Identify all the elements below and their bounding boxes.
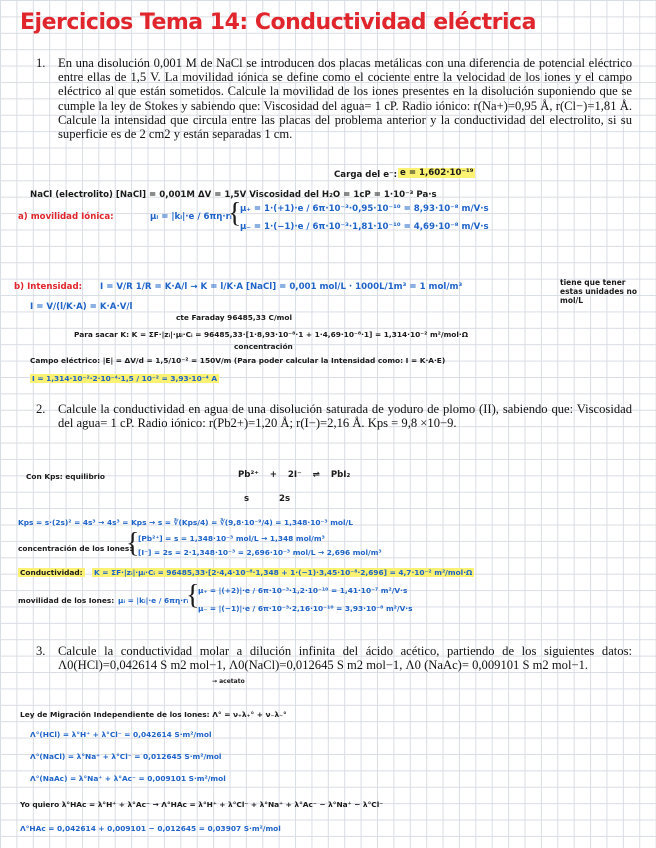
problem-3-number: 3. <box>36 644 46 658</box>
brace-conc: { <box>126 528 140 559</box>
conductivity-label: Conductividad: <box>20 568 83 577</box>
mobility-minus: μ₋ = 1·(−1)·e / 6π·10⁻³·1,81·10⁻¹⁰ = 4,69·10⁻⁸ m/V·s <box>240 222 489 232</box>
mobility-pb: μ₊ = |(+2)|·e / 6π·10⁻³·1,2·10⁻¹⁰ = 1,41·10⁻⁷ m²/V·s <box>198 586 408 595</box>
brace-a: { <box>228 198 242 229</box>
lambda-naac: Λ°(NaAc) = λ°Na⁺ + λ°Ac⁻ = 0,009101 S·m²/mol <box>30 774 226 783</box>
problem-1-text: En una disolución 0,001 M de NaCl se introducen dos placas metálicas con una diferencia de potencial eléctrico entre ellas de 1,5 V. La movilidad iónica se define como el cociente entre la velocidad de los iones y el campo eléctrico al que están sometidos. Calcule la movilidad de los iones presentes en la disolución suponiendo que se cumple la ley de Stokes y sabiendo que: Viscosidad del agua= 1 cP. Radio iónico: r(Na+)=0,95 Å, r(Cl−)=1,81 Å. Calcule la intensidad que circula entre las placas del problema anterior y la conductividad del electrolito, si su superficie es de 2 cm2 y están separadas 1 cm. <box>58 56 632 142</box>
problem-2-number: 2. <box>36 402 46 416</box>
ion-mobility-formula: μᵢ = |kᵢ|·e / 6πη·rᵢ <box>118 596 189 605</box>
faraday-note: cte Faraday 96485,33 C/mol <box>176 313 292 322</box>
mobility-i: μ₋ = |(−1)|·e / 6π·10⁻³·2,16·10⁻¹⁰ = 3,93·10⁻⁸ m²/V·s <box>198 604 413 613</box>
page-title: Ejercicios Tema 14: Conductividad eléctrica <box>20 10 536 35</box>
intensity-line-1: I = V/R 1/R = K·A/l → K = l/K·A [NaCl] = 0,001 mol/L · 1000L/1m³ = 1 mol/m³ <box>100 282 463 292</box>
electron-charge-value: e = 1,602·10⁻¹⁹ <box>400 168 474 178</box>
kps-equation: Kps = s·(2s)² = 4s³ → 4s³ = Kps → s = ∛(Kps/4) = ∛(9,8·10⁻⁹/4) = 1,348·10⁻³ mol/L <box>18 518 353 527</box>
electric-field-line: Campo eléctrico: |E| = ΔV/d = 1,5/10⁻² = 150V/m (Para poder calcular la Intensidad como: I = K·A·E) <box>30 356 446 365</box>
k-formula: Para sacar K: K = ΣF·|zᵢ|·μᵢ·Cᵢ = 96485,33·[1·8,93·10⁻⁸·1 + 1·4,69·10⁻⁸·1] = 1,314·10⁻² m²/mol·Ω <box>74 330 468 339</box>
problem-3-text: Calcule la conductividad molar a dilución infinita del ácido acético, partiendo de los siguientes datos: Λ0(HCl)=0,042614 S m2 mol−1, Λ0(NaCl)=0,012645 S m2 mol−1, Λ0 (NaAc)= 0,009101 S m2 mol−1. <box>58 644 632 673</box>
data-line-1: NaCl (electrolito) [NaCl] = 0,001M ΔV = 1,5V Viscosidad del H₂O = 1cP = 1·10⁻³ Pa·s <box>30 190 437 200</box>
conductivity-equation: K = ΣF·|zᵢ|·μᵢ·Cᵢ = 96485,33·[2·4,4·10⁻⁸·1,348 + 1·(−1)·3,45·10⁻⁸·2,696] = 4,7·10⁻² m²/mol·Ω <box>94 568 473 577</box>
kps-label: Con Kps: equilibrio <box>26 472 105 481</box>
section-a-label: a) movilidad Iónica: <box>18 212 114 222</box>
desired-lambda: Yo quiero λ°HAc = λ°H⁺ + λ°Ac⁻ → Λ°HAc = λ°H⁺ + λ°Cl⁻ + λ°Na⁺ + λ°Ac⁻ − λ°Na⁺ − λ°Cl⁻ <box>20 800 384 809</box>
dissolution-reaction: Pb²⁺ + 2I⁻ ⇌ PbI₂ <box>238 470 351 480</box>
lambda-hac-result: Λ°HAc = 0,042614 + 0,009101 − 0,012645 = 0,03907 S·m²/mol <box>20 824 281 833</box>
brace-mov: { <box>186 580 200 611</box>
electron-charge-label: Carga del e⁻: <box>334 170 398 180</box>
problem-1-number: 1. <box>36 56 46 70</box>
conc-pb: [Pb²⁺] = s = 1,348·10⁻³ mol/L → 1,348 mol/m³ <box>138 534 325 543</box>
concentration-note: concentración <box>234 342 293 351</box>
mobility-plus: μ₊ = 1·(+1)·e / 6π·10⁻³·0,95·10⁻¹⁰ = 8,93·10⁻⁸ m/V·s <box>240 204 489 214</box>
lambda-hcl: Λ°(HCl) = λ°H⁺ + λ°Cl⁻ = 0,042614 S·m²/mol <box>30 730 212 739</box>
intensity-line-2: I = V/(l/K·A) = K·A·V/l <box>30 302 133 312</box>
problem-2 <box>36 402 632 431</box>
intensity-result: I = 1,314·10⁻²·2·10⁻⁴·1,5 / 10⁻² = 3,93·10⁻⁴ A <box>32 374 218 383</box>
section-b-label: b) Intensidad: <box>14 282 83 292</box>
mobility-formula: μᵢ = |kᵢ|·e / 6πη·rᵢ <box>150 212 232 222</box>
lambda-nacl: Λ°(NaCl) = λ°Na⁺ + λ°Cl⁻ = 0,012645 S·m²/mol <box>30 752 222 761</box>
ion-concentration-label: concentración de los Iones: <box>18 544 133 553</box>
problem-2-text: Calcule la conductividad en agua de una disolución saturada de yoduro de plomo (II), sabiendo que: Viscosidad del agua= 1 cP. Radio iónico: r(Pb2+)=1,20 Å; r(I−)=2,16 Å. Kps = 9,8 ×10−9. <box>58 402 632 431</box>
ion-mobility-label: movilidad de los Iones: <box>18 596 115 605</box>
acetate-note: → acetato <box>212 678 245 685</box>
problem-3 <box>36 644 632 673</box>
problem-1 <box>36 56 632 142</box>
solubility-row: s 2s <box>244 494 291 504</box>
units-note: tiene que tener estas unidades no mol/L <box>560 278 637 305</box>
conc-i: [I⁻] = 2s = 2·1,348·10⁻³ = 2,696·10⁻³ mol/L → 2,696 mol/m³ <box>138 548 382 557</box>
migration-law: Ley de Migración Independiente de los Iones: Λ° = ν₊λ₊° + ν₋λ₋° <box>20 710 287 719</box>
